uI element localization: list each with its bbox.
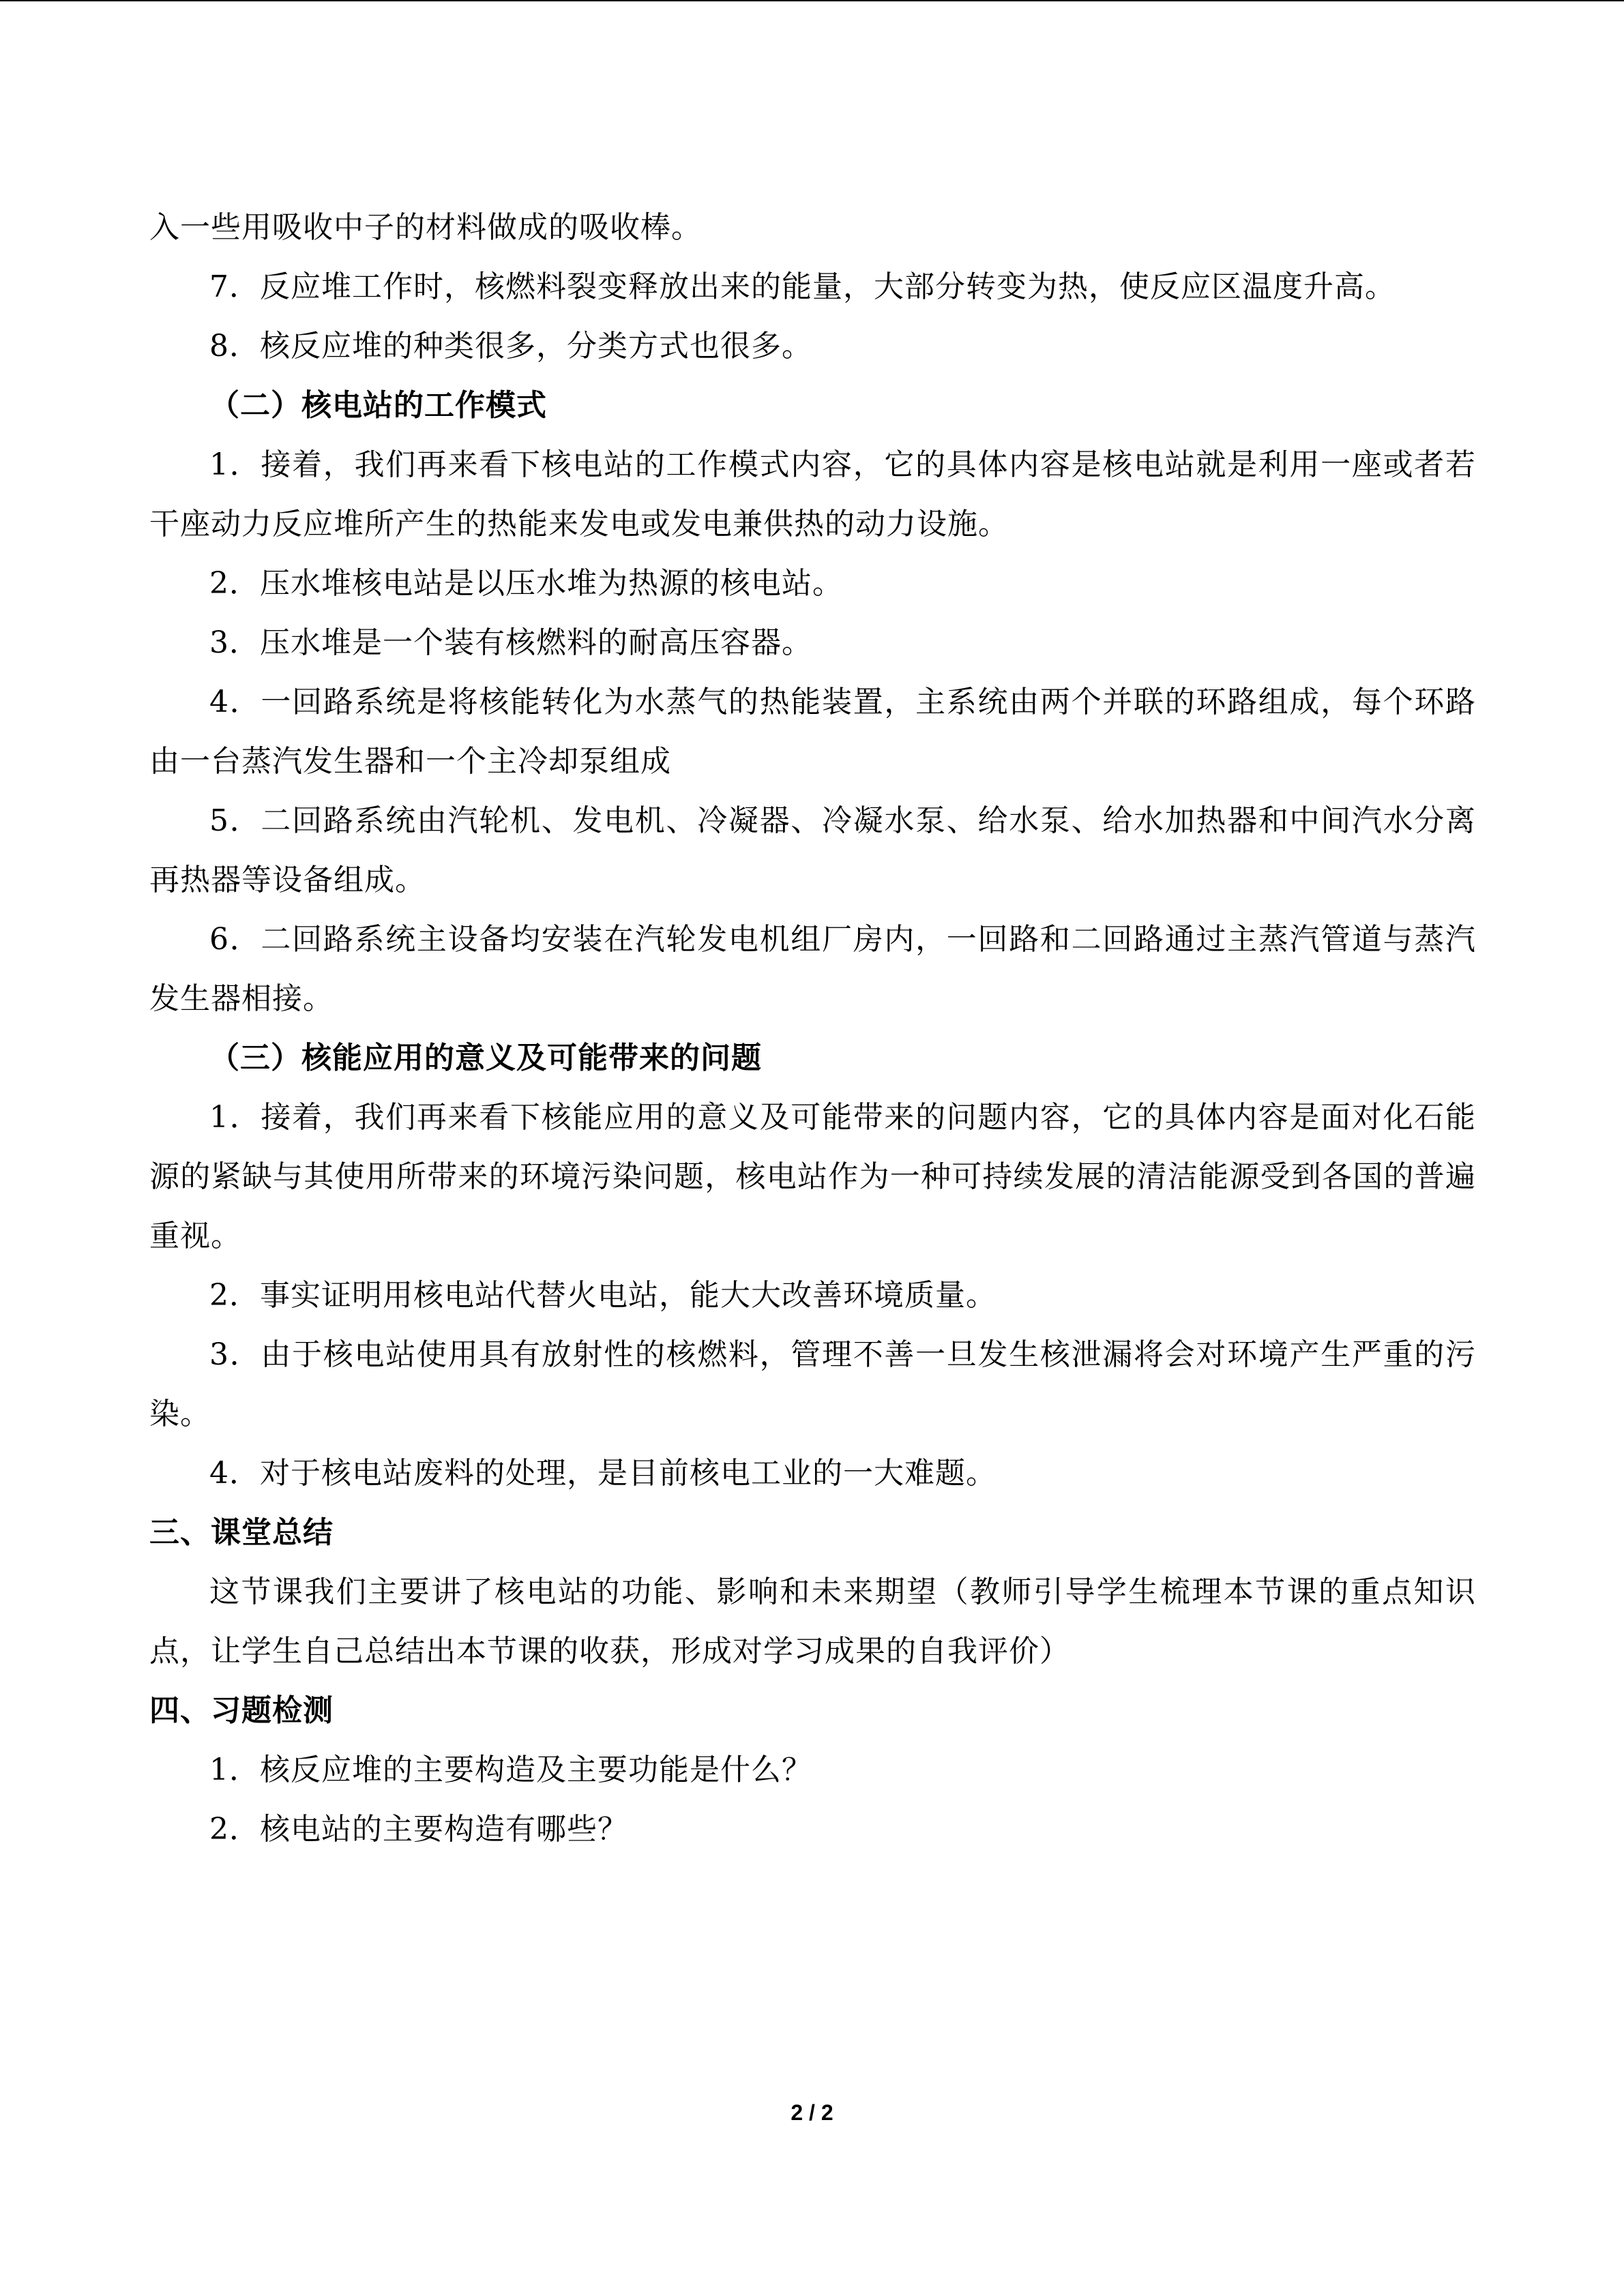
para-leak-risk: 3．由于核电站使用具有放射性的核燃料，管理不善一旦发生核泄漏将会对环境产生严重的污染。 [149, 1337, 1476, 1431]
subheading-significance: （三）核能应用的意义及可能带来的问题 [209, 1041, 762, 1075]
heading-exercises: 四、习题检测 [149, 1693, 334, 1728]
para-question-2: 2．核电站的主要构造有哪些？ [209, 1812, 628, 1847]
document-body [149, 198, 1476, 1859]
para-pwr-plant: 2．压水堆核电站是以压水堆为热源的核电站。 [209, 566, 843, 601]
para-pwr-vessel: 3．压水堆是一个装有核燃料的耐高压容器。 [209, 625, 812, 660]
para-waste-problem: 4．对于核电站废料的处理，是目前核电工业的一大难题。 [209, 1456, 996, 1491]
para-reactor-types: 8．核反应堆的种类很多，分类方式也很多。 [209, 329, 812, 363]
heading-summary: 三、课堂总结 [149, 1515, 334, 1550]
page-number: 2 / 2 [791, 2100, 833, 2125]
para-environment-quality: 2．事实证明用核电站代替火电站，能大大改善环境质量。 [209, 1278, 996, 1313]
para-loop-connection: 6．二回路系统主设备均安装在汽轮发电机组厂房内，一回路和二回路通过主蒸汽管道与蒸汽发生器相接。 [149, 922, 1476, 1016]
para-secondary-loop: 5．二回路系统由汽轮机、发电机、冷凝器、冷凝水泵、给水泵、给水加热器和中间汽水分离再热器等设备组成。 [149, 803, 1476, 897]
page-top-border [0, 0, 1624, 1]
para-primary-loop: 4．一回路系统是将核能转化为水蒸气的热能装置，主系统由两个并联的环路组成，每个环路由一台蒸汽发生器和一个主冷却泵组成 [149, 685, 1476, 779]
para-continued-absorber-rods: 入一些用吸收中子的材料做成的吸收棒。 [149, 210, 702, 245]
para-summary: 这节课我们主要讲了核电站的功能、影响和未来期望（教师引导学生梳理本节课的重点知识点，让学生自己总结出本节课的收获，形成对学习成果的自我评价） [149, 1575, 1476, 1669]
para-plant-definition: 1．接着，我们再来看下核电站的工作模式内容，它的具体内容是核电站就是利用一座或者若干座动力反应堆所产生的热能来发电或发电兼供热的动力设施。 [149, 447, 1476, 541]
subheading-working-mode: （二）核电站的工作模式 [209, 388, 547, 423]
para-reactor-heat: 7．反应堆工作时，核燃料裂变释放出来的能量，大部分转变为热，使反应区温度升高。 [209, 269, 1396, 304]
para-question-1: 1．核反应堆的主要构造及主要功能是什么？ [209, 1753, 812, 1787]
para-clean-energy: 1．接着，我们再来看下核能应用的意义及可能带来的问题内容，它的具体内容是面对化石能源的紧缺与其使用所带来的环境污染问题，核电站作为一种可持续发展的清洁能源受到各国的普遍重视。 [149, 1100, 1476, 1253]
